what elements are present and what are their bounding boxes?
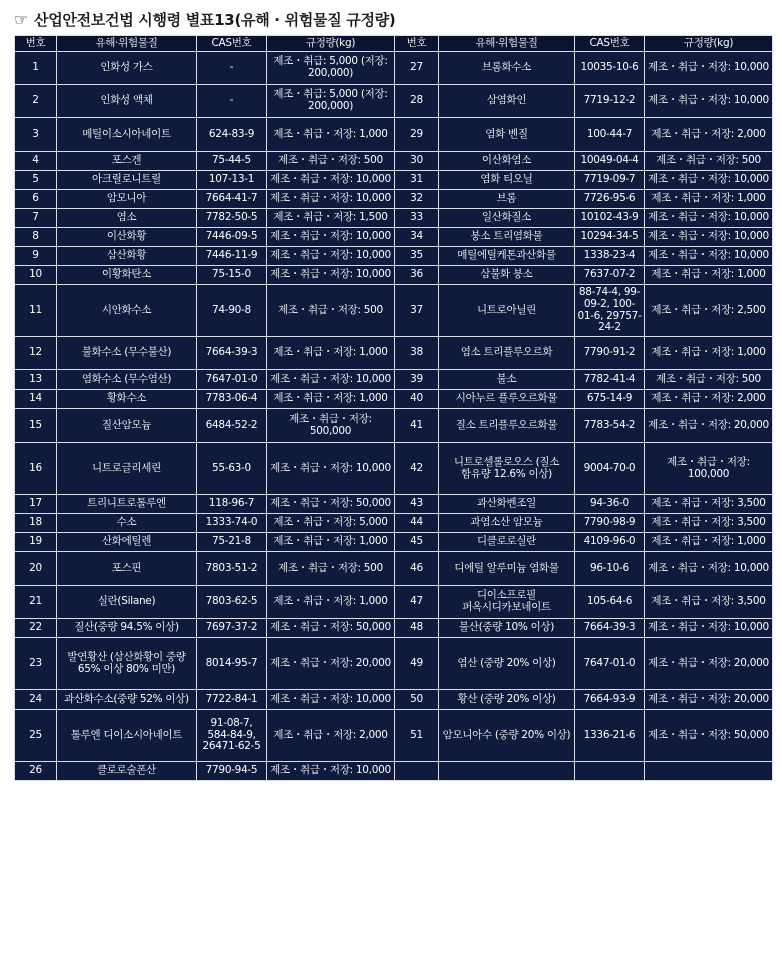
cell-quantity-left: 제조・취급・저장: 50,000 bbox=[267, 619, 395, 638]
cell-quantity-right: 제조・취급・저장: 3,500 bbox=[645, 495, 773, 514]
cell-substance-left: 암모니아 bbox=[57, 190, 197, 209]
cell-quantity-right: 제조・취급・저장: 20,000 bbox=[645, 409, 773, 443]
cell-quantity-left: 제조・취급・저장: 10,000 bbox=[267, 228, 395, 247]
cell-substance-left: 이산화황 bbox=[57, 228, 197, 247]
cell-cas-left: 7722-84-1 bbox=[197, 690, 267, 710]
cell-cas-left: 7664-39-3 bbox=[197, 337, 267, 370]
table-row bbox=[15, 533, 773, 552]
cell-quantity-right: 제조・취급・저장: 10,000 bbox=[645, 228, 773, 247]
cell-cas-right: 10102-43-9 bbox=[575, 209, 645, 228]
table-row bbox=[15, 762, 773, 781]
cell-cas-right: 10294-34-5 bbox=[575, 228, 645, 247]
cell-cas-left: - bbox=[197, 85, 267, 118]
cell-number-right: 36 bbox=[395, 266, 439, 285]
cell-number-left: 23 bbox=[15, 638, 57, 690]
cell-quantity-left: 제조・취급・저장: 1,500 bbox=[267, 209, 395, 228]
cell-number-left: 1 bbox=[15, 52, 57, 85]
cell-substance-right: 붕소 트리염화물 bbox=[439, 228, 575, 247]
cell-cas-left: 7803-51-2 bbox=[197, 552, 267, 586]
cell-number-left: 7 bbox=[15, 209, 57, 228]
table-row bbox=[15, 171, 773, 190]
cell-quantity-right: 제조・취급・저장: 20,000 bbox=[645, 690, 773, 710]
cell-quantity-left: 제조・취급・저장: 500 bbox=[267, 152, 395, 171]
cell-substance-right: 과산화벤조일 bbox=[439, 495, 575, 514]
cell-substance-left: 염소 bbox=[57, 209, 197, 228]
cell-quantity-left: 제조・취급・저장: 10,000 bbox=[267, 266, 395, 285]
cell-quantity-right: 제조・취급・저장: 2,500 bbox=[645, 285, 773, 337]
cell-number-right: 31 bbox=[395, 171, 439, 190]
table-row bbox=[15, 495, 773, 514]
cell-substance-right: 염소 트리플루오르화 bbox=[439, 337, 575, 370]
cell-substance-left: 황화수소 bbox=[57, 390, 197, 409]
cell-number-left: 15 bbox=[15, 409, 57, 443]
cell-number-right: 37 bbox=[395, 285, 439, 337]
cell-quantity-right: 제조・취급・저장: 100,000 bbox=[645, 443, 773, 495]
cell-number-right: 28 bbox=[395, 85, 439, 118]
cell-cas-right: 88-74-4, 99-09-2, 100-01-6, 29757-24-2 bbox=[575, 285, 645, 337]
cell-quantity-right: 제조・취급・저장: 1,000 bbox=[645, 190, 773, 209]
table-row bbox=[15, 552, 773, 586]
cell-number-right: 34 bbox=[395, 228, 439, 247]
cell-number-right bbox=[395, 762, 439, 781]
cell-cas-right: 1338-23-4 bbox=[575, 247, 645, 266]
cell-substance-left: 아크릴로니트릴 bbox=[57, 171, 197, 190]
cell-cas-right: 7719-09-7 bbox=[575, 171, 645, 190]
table-row bbox=[15, 690, 773, 710]
cell-cas-left: 6484-52-2 bbox=[197, 409, 267, 443]
cell-number-left: 8 bbox=[15, 228, 57, 247]
cell-cas-right: 100-44-7 bbox=[575, 118, 645, 152]
cell-number-right: 48 bbox=[395, 619, 439, 638]
cell-number-right: 45 bbox=[395, 533, 439, 552]
cell-number-right: 27 bbox=[395, 52, 439, 85]
cell-quantity-left: 제조・취급: 5,000 (저장: 200,000) bbox=[267, 85, 395, 118]
cell-number-right: 40 bbox=[395, 390, 439, 409]
cell-substance-left: 과산화수소(중량 52% 이상) bbox=[57, 690, 197, 710]
cell-number-right: 42 bbox=[395, 443, 439, 495]
document-title bbox=[14, 6, 395, 32]
cell-quantity-right: 제조・취급・저장: 500 bbox=[645, 152, 773, 171]
cell-cas-right: 7783-54-2 bbox=[575, 409, 645, 443]
cell-cas-left: 1333-74-0 bbox=[197, 514, 267, 533]
cell-quantity-right: 제조・취급・저장: 1,000 bbox=[645, 337, 773, 370]
header-cas-left: CAS번호 bbox=[197, 36, 267, 52]
cell-substance-right: 니트로아닐린 bbox=[439, 285, 575, 337]
table-row bbox=[15, 638, 773, 690]
cell-cas-right: 10035-10-6 bbox=[575, 52, 645, 85]
cell-substance-right: 불산(중량 10% 이상) bbox=[439, 619, 575, 638]
cell-number-right: 44 bbox=[395, 514, 439, 533]
cell-substance-left: 산화에틸렌 bbox=[57, 533, 197, 552]
cell-substance-right: 니트로셀롤로오스 (질소 함유량 12.6% 이상) bbox=[439, 443, 575, 495]
cell-number-left: 3 bbox=[15, 118, 57, 152]
cell-cas-right: 9004-70-0 bbox=[575, 443, 645, 495]
cell-quantity-left: 제조・취급・저장: 500 bbox=[267, 552, 395, 586]
cell-quantity-right: 제조・취급・저장: 10,000 bbox=[645, 552, 773, 586]
cell-cas-left: 107-13-1 bbox=[197, 171, 267, 190]
table-row bbox=[15, 228, 773, 247]
cell-quantity-right: 제조・취급・저장: 10,000 bbox=[645, 619, 773, 638]
table-row bbox=[15, 190, 773, 209]
cell-cas-left: 7446-09-5 bbox=[197, 228, 267, 247]
cell-quantity-right: 제조・취급・저장: 1,000 bbox=[645, 266, 773, 285]
cell-substance-right: 암모니아수 (중량 20% 이상) bbox=[439, 710, 575, 762]
cell-quantity-right bbox=[645, 762, 773, 781]
table-row bbox=[15, 409, 773, 443]
cell-quantity-left: 제조・취급・저장: 5,000 bbox=[267, 514, 395, 533]
cell-quantity-left: 제조・취급・저장: 10,000 bbox=[267, 190, 395, 209]
cell-cas-right: 7664-93-9 bbox=[575, 690, 645, 710]
cell-cas-right: 10049-04-4 bbox=[575, 152, 645, 171]
cell-quantity-left: 제조・취급・저장: 500,000 bbox=[267, 409, 395, 443]
cell-cas-left: 55-63-0 bbox=[197, 443, 267, 495]
cell-cas-left: 7783-06-4 bbox=[197, 390, 267, 409]
cell-substance-left: 인화성 가스 bbox=[57, 52, 197, 85]
cell-substance-left: 트리니트로톨루엔 bbox=[57, 495, 197, 514]
cell-number-left: 17 bbox=[15, 495, 57, 514]
cell-number-right: 47 bbox=[395, 586, 439, 619]
cell-substance-right: 황산 (중량 20% 이상) bbox=[439, 690, 575, 710]
table-row bbox=[15, 85, 773, 118]
cell-number-left: 11 bbox=[15, 285, 57, 337]
table-row bbox=[15, 443, 773, 495]
cell-quantity-left: 제조・취급・저장: 500 bbox=[267, 285, 395, 337]
cell-cas-right: 7790-98-9 bbox=[575, 514, 645, 533]
cell-cas-right bbox=[575, 762, 645, 781]
cell-cas-left: 75-44-5 bbox=[197, 152, 267, 171]
header-substance-left: 유해·위험물질 bbox=[57, 36, 197, 52]
cell-number-left: 4 bbox=[15, 152, 57, 171]
cell-substance-left: 불화수소 (무수불산) bbox=[57, 337, 197, 370]
cell-cas-right: 1336-21-6 bbox=[575, 710, 645, 762]
cell-cas-right: 105-64-6 bbox=[575, 586, 645, 619]
cell-number-right: 46 bbox=[395, 552, 439, 586]
table-row bbox=[15, 710, 773, 762]
cell-substance-left: 수소 bbox=[57, 514, 197, 533]
cell-quantity-left: 제조・취급: 5,000 (저장: 200,000) bbox=[267, 52, 395, 85]
cell-quantity-right: 제조・취급・저장: 20,000 bbox=[645, 638, 773, 690]
table-row bbox=[15, 370, 773, 390]
cell-cas-right: 7637-07-2 bbox=[575, 266, 645, 285]
cell-cas-left: 7664-41-7 bbox=[197, 190, 267, 209]
cell-substance-left: 실란(Silane) bbox=[57, 586, 197, 619]
cell-quantity-right: 제조・취급・저장: 10,000 bbox=[645, 52, 773, 85]
cell-substance-right: 염산 (중량 20% 이상) bbox=[439, 638, 575, 690]
cell-substance-right: 브롬 bbox=[439, 190, 575, 209]
cell-cas-left: 7697-37-2 bbox=[197, 619, 267, 638]
cell-number-right: 50 bbox=[395, 690, 439, 710]
cell-quantity-left: 제조・취급・저장: 10,000 bbox=[267, 690, 395, 710]
cell-number-left: 20 bbox=[15, 552, 57, 586]
cell-number-left: 24 bbox=[15, 690, 57, 710]
cell-quantity-right: 제조・취급・저장: 3,500 bbox=[645, 514, 773, 533]
table-row bbox=[15, 247, 773, 266]
cell-number-right: 29 bbox=[395, 118, 439, 152]
cell-substance-left: 클로로술폰산 bbox=[57, 762, 197, 781]
cell-number-right: 30 bbox=[395, 152, 439, 171]
cell-substance-left: 발연황산 (삼산화황이 중량 65% 이상 80% 미만) bbox=[57, 638, 197, 690]
cell-cas-right: 94-36-0 bbox=[575, 495, 645, 514]
cell-quantity-left: 제조・취급・저장: 10,000 bbox=[267, 443, 395, 495]
cell-substance-right: 삼염화인 bbox=[439, 85, 575, 118]
cell-cas-right: 7664-39-3 bbox=[575, 619, 645, 638]
cell-cas-right: 7647-01-0 bbox=[575, 638, 645, 690]
table-row bbox=[15, 586, 773, 619]
cell-quantity-left: 제조・취급・저장: 20,000 bbox=[267, 638, 395, 690]
cell-number-right: 51 bbox=[395, 710, 439, 762]
cell-substance-right: 메틸에틸케톤과산화물 bbox=[439, 247, 575, 266]
cell-cas-right: 7719-12-2 bbox=[575, 85, 645, 118]
cell-quantity-left: 제조・취급・저장: 1,000 bbox=[267, 337, 395, 370]
cell-cas-left: 7803-62-5 bbox=[197, 586, 267, 619]
cell-substance-right bbox=[439, 762, 575, 781]
cell-quantity-left: 제조・취급・저장: 10,000 bbox=[267, 370, 395, 390]
cell-substance-right: 일산화질소 bbox=[439, 209, 575, 228]
cell-quantity-left: 제조・취급・저장: 1,000 bbox=[267, 533, 395, 552]
cell-number-right: 39 bbox=[395, 370, 439, 390]
cell-substance-right: 질소 트리플루오르화물 bbox=[439, 409, 575, 443]
cell-number-left: 5 bbox=[15, 171, 57, 190]
cell-number-left: 10 bbox=[15, 266, 57, 285]
cell-substance-left: 이황화탄소 bbox=[57, 266, 197, 285]
cell-cas-left: 7647-01-0 bbox=[197, 370, 267, 390]
table-row bbox=[15, 285, 773, 337]
cell-substance-left: 질산(중량 94.5% 이상) bbox=[57, 619, 197, 638]
cell-quantity-left: 제조・취급・저장: 10,000 bbox=[267, 247, 395, 266]
cell-quantity-right: 제조・취급・저장: 10,000 bbox=[645, 85, 773, 118]
cell-substance-right: 삼불화 붕소 bbox=[439, 266, 575, 285]
cell-quantity-left: 제조・취급・저장: 1,000 bbox=[267, 118, 395, 152]
cell-substance-left: 포스겐 bbox=[57, 152, 197, 171]
table-row bbox=[15, 514, 773, 533]
cell-number-right: 38 bbox=[395, 337, 439, 370]
cell-substance-right: 디클로로실란 bbox=[439, 533, 575, 552]
cell-quantity-right: 제조・취급・저장: 10,000 bbox=[645, 247, 773, 266]
cell-quantity-right: 제조・취급・저장: 50,000 bbox=[645, 710, 773, 762]
header-quantity-left: 규정량(kg) bbox=[267, 36, 395, 52]
cell-cas-right: 7782-41-4 bbox=[575, 370, 645, 390]
cell-cas-left: 75-15-0 bbox=[197, 266, 267, 285]
cell-number-left: 14 bbox=[15, 390, 57, 409]
cell-cas-left: 74-90-8 bbox=[197, 285, 267, 337]
table-row bbox=[15, 52, 773, 85]
table-row bbox=[15, 390, 773, 409]
cell-number-left: 9 bbox=[15, 247, 57, 266]
cell-cas-right: 7726-95-6 bbox=[575, 190, 645, 209]
table-body bbox=[15, 52, 773, 781]
cell-substance-left: 포스핀 bbox=[57, 552, 197, 586]
cell-number-left: 18 bbox=[15, 514, 57, 533]
cell-cas-left: 75-21-8 bbox=[197, 533, 267, 552]
cell-substance-right: 디에틸 알루미늄 염화물 bbox=[439, 552, 575, 586]
pointing-hand-icon: ☞ bbox=[14, 9, 29, 29]
cell-substance-right: 염화 티오닐 bbox=[439, 171, 575, 190]
cell-quantity-left: 제조・취급・저장: 2,000 bbox=[267, 710, 395, 762]
cell-number-left: 6 bbox=[15, 190, 57, 209]
cell-cas-left: 91-08-7, 584-84-9, 26471-62-5 bbox=[197, 710, 267, 762]
cell-number-left: 25 bbox=[15, 710, 57, 762]
cell-quantity-right: 제조・취급・저장: 10,000 bbox=[645, 209, 773, 228]
cell-cas-right: 675-14-9 bbox=[575, 390, 645, 409]
document-title-text: 산업안전보건법 시행령 별표13(유해 · 위험물질 규정량) bbox=[34, 10, 396, 29]
table-header-row bbox=[15, 36, 773, 52]
header-number-left: 번호 bbox=[15, 36, 57, 52]
table-row bbox=[15, 118, 773, 152]
cell-quantity-left: 제조・취급・저장: 10,000 bbox=[267, 762, 395, 781]
table-row bbox=[15, 266, 773, 285]
cell-substance-right: 시아누르 플루오르화물 bbox=[439, 390, 575, 409]
header-substance-right: 유해·위험물질 bbox=[439, 36, 575, 52]
cell-substance-left: 인화성 액체 bbox=[57, 85, 197, 118]
cell-quantity-left: 제조・취급・저장: 1,000 bbox=[267, 586, 395, 619]
cell-cas-left: 7782-50-5 bbox=[197, 209, 267, 228]
cell-substance-right: 과염소산 암모늄 bbox=[439, 514, 575, 533]
cell-substance-right: 불소 bbox=[439, 370, 575, 390]
cell-quantity-left: 제조・취급・저장: 50,000 bbox=[267, 495, 395, 514]
cell-substance-left: 질산암모늄 bbox=[57, 409, 197, 443]
cell-cas-right: 7790-91-2 bbox=[575, 337, 645, 370]
cell-number-right: 33 bbox=[395, 209, 439, 228]
table-row bbox=[15, 152, 773, 171]
cell-quantity-right: 제조・취급・저장: 3,500 bbox=[645, 586, 773, 619]
cell-quantity-right: 제조・취급・저장: 1,000 bbox=[645, 533, 773, 552]
cell-number-left: 2 bbox=[15, 85, 57, 118]
header-number-right: 번호 bbox=[395, 36, 439, 52]
cell-number-right: 43 bbox=[395, 495, 439, 514]
cell-cas-right: 4109-96-0 bbox=[575, 533, 645, 552]
cell-number-right: 49 bbox=[395, 638, 439, 690]
cell-number-left: 13 bbox=[15, 370, 57, 390]
header-quantity-right: 규정량(kg) bbox=[645, 36, 773, 52]
cell-substance-left: 니트로글리세린 bbox=[57, 443, 197, 495]
cell-cas-left: 7446-11-9 bbox=[197, 247, 267, 266]
header-cas-right: CAS번호 bbox=[575, 36, 645, 52]
cell-cas-left: 624-83-9 bbox=[197, 118, 267, 152]
cell-substance-left: 시안화수소 bbox=[57, 285, 197, 337]
cell-number-right: 32 bbox=[395, 190, 439, 209]
cell-quantity-left: 제조・취급・저장: 1,000 bbox=[267, 390, 395, 409]
cell-quantity-right: 제조・취급・저장: 10,000 bbox=[645, 171, 773, 190]
cell-cas-right: 96-10-6 bbox=[575, 552, 645, 586]
cell-quantity-right: 제조・취급・저장: 500 bbox=[645, 370, 773, 390]
cell-number-left: 16 bbox=[15, 443, 57, 495]
cell-substance-left: 삼산화황 bbox=[57, 247, 197, 266]
cell-number-right: 35 bbox=[395, 247, 439, 266]
cell-quantity-right: 제조・취급・저장: 2,000 bbox=[645, 390, 773, 409]
cell-cas-left: - bbox=[197, 52, 267, 85]
cell-number-left: 26 bbox=[15, 762, 57, 781]
cell-substance-right: 이산화염소 bbox=[439, 152, 575, 171]
cell-substance-left: 톨루엔 디이소시아네이트 bbox=[57, 710, 197, 762]
cell-substance-right: 브롬화수소 bbox=[439, 52, 575, 85]
cell-number-left: 21 bbox=[15, 586, 57, 619]
table-row bbox=[15, 337, 773, 370]
cell-quantity-right: 제조・취급・저장: 2,000 bbox=[645, 118, 773, 152]
cell-number-left: 19 bbox=[15, 533, 57, 552]
cell-substance-left: 염화수소 (무수염산) bbox=[57, 370, 197, 390]
cell-quantity-left: 제조・취급・저장: 10,000 bbox=[267, 171, 395, 190]
cell-cas-left: 8014-95-7 bbox=[197, 638, 267, 690]
table-row bbox=[15, 209, 773, 228]
cell-number-left: 22 bbox=[15, 619, 57, 638]
cell-substance-right: 디이소프로필 퍼옥시디카보네이트 bbox=[439, 586, 575, 619]
cell-cas-left: 7790-94-5 bbox=[197, 762, 267, 781]
cell-number-left: 12 bbox=[15, 337, 57, 370]
cell-substance-left: 메틸이소시아네이트 bbox=[57, 118, 197, 152]
cell-cas-left: 118-96-7 bbox=[197, 495, 267, 514]
cell-substance-right: 염화 벤질 bbox=[439, 118, 575, 152]
table-row bbox=[15, 619, 773, 638]
hazardous-substances-table bbox=[14, 35, 773, 781]
cell-number-right: 41 bbox=[395, 409, 439, 443]
